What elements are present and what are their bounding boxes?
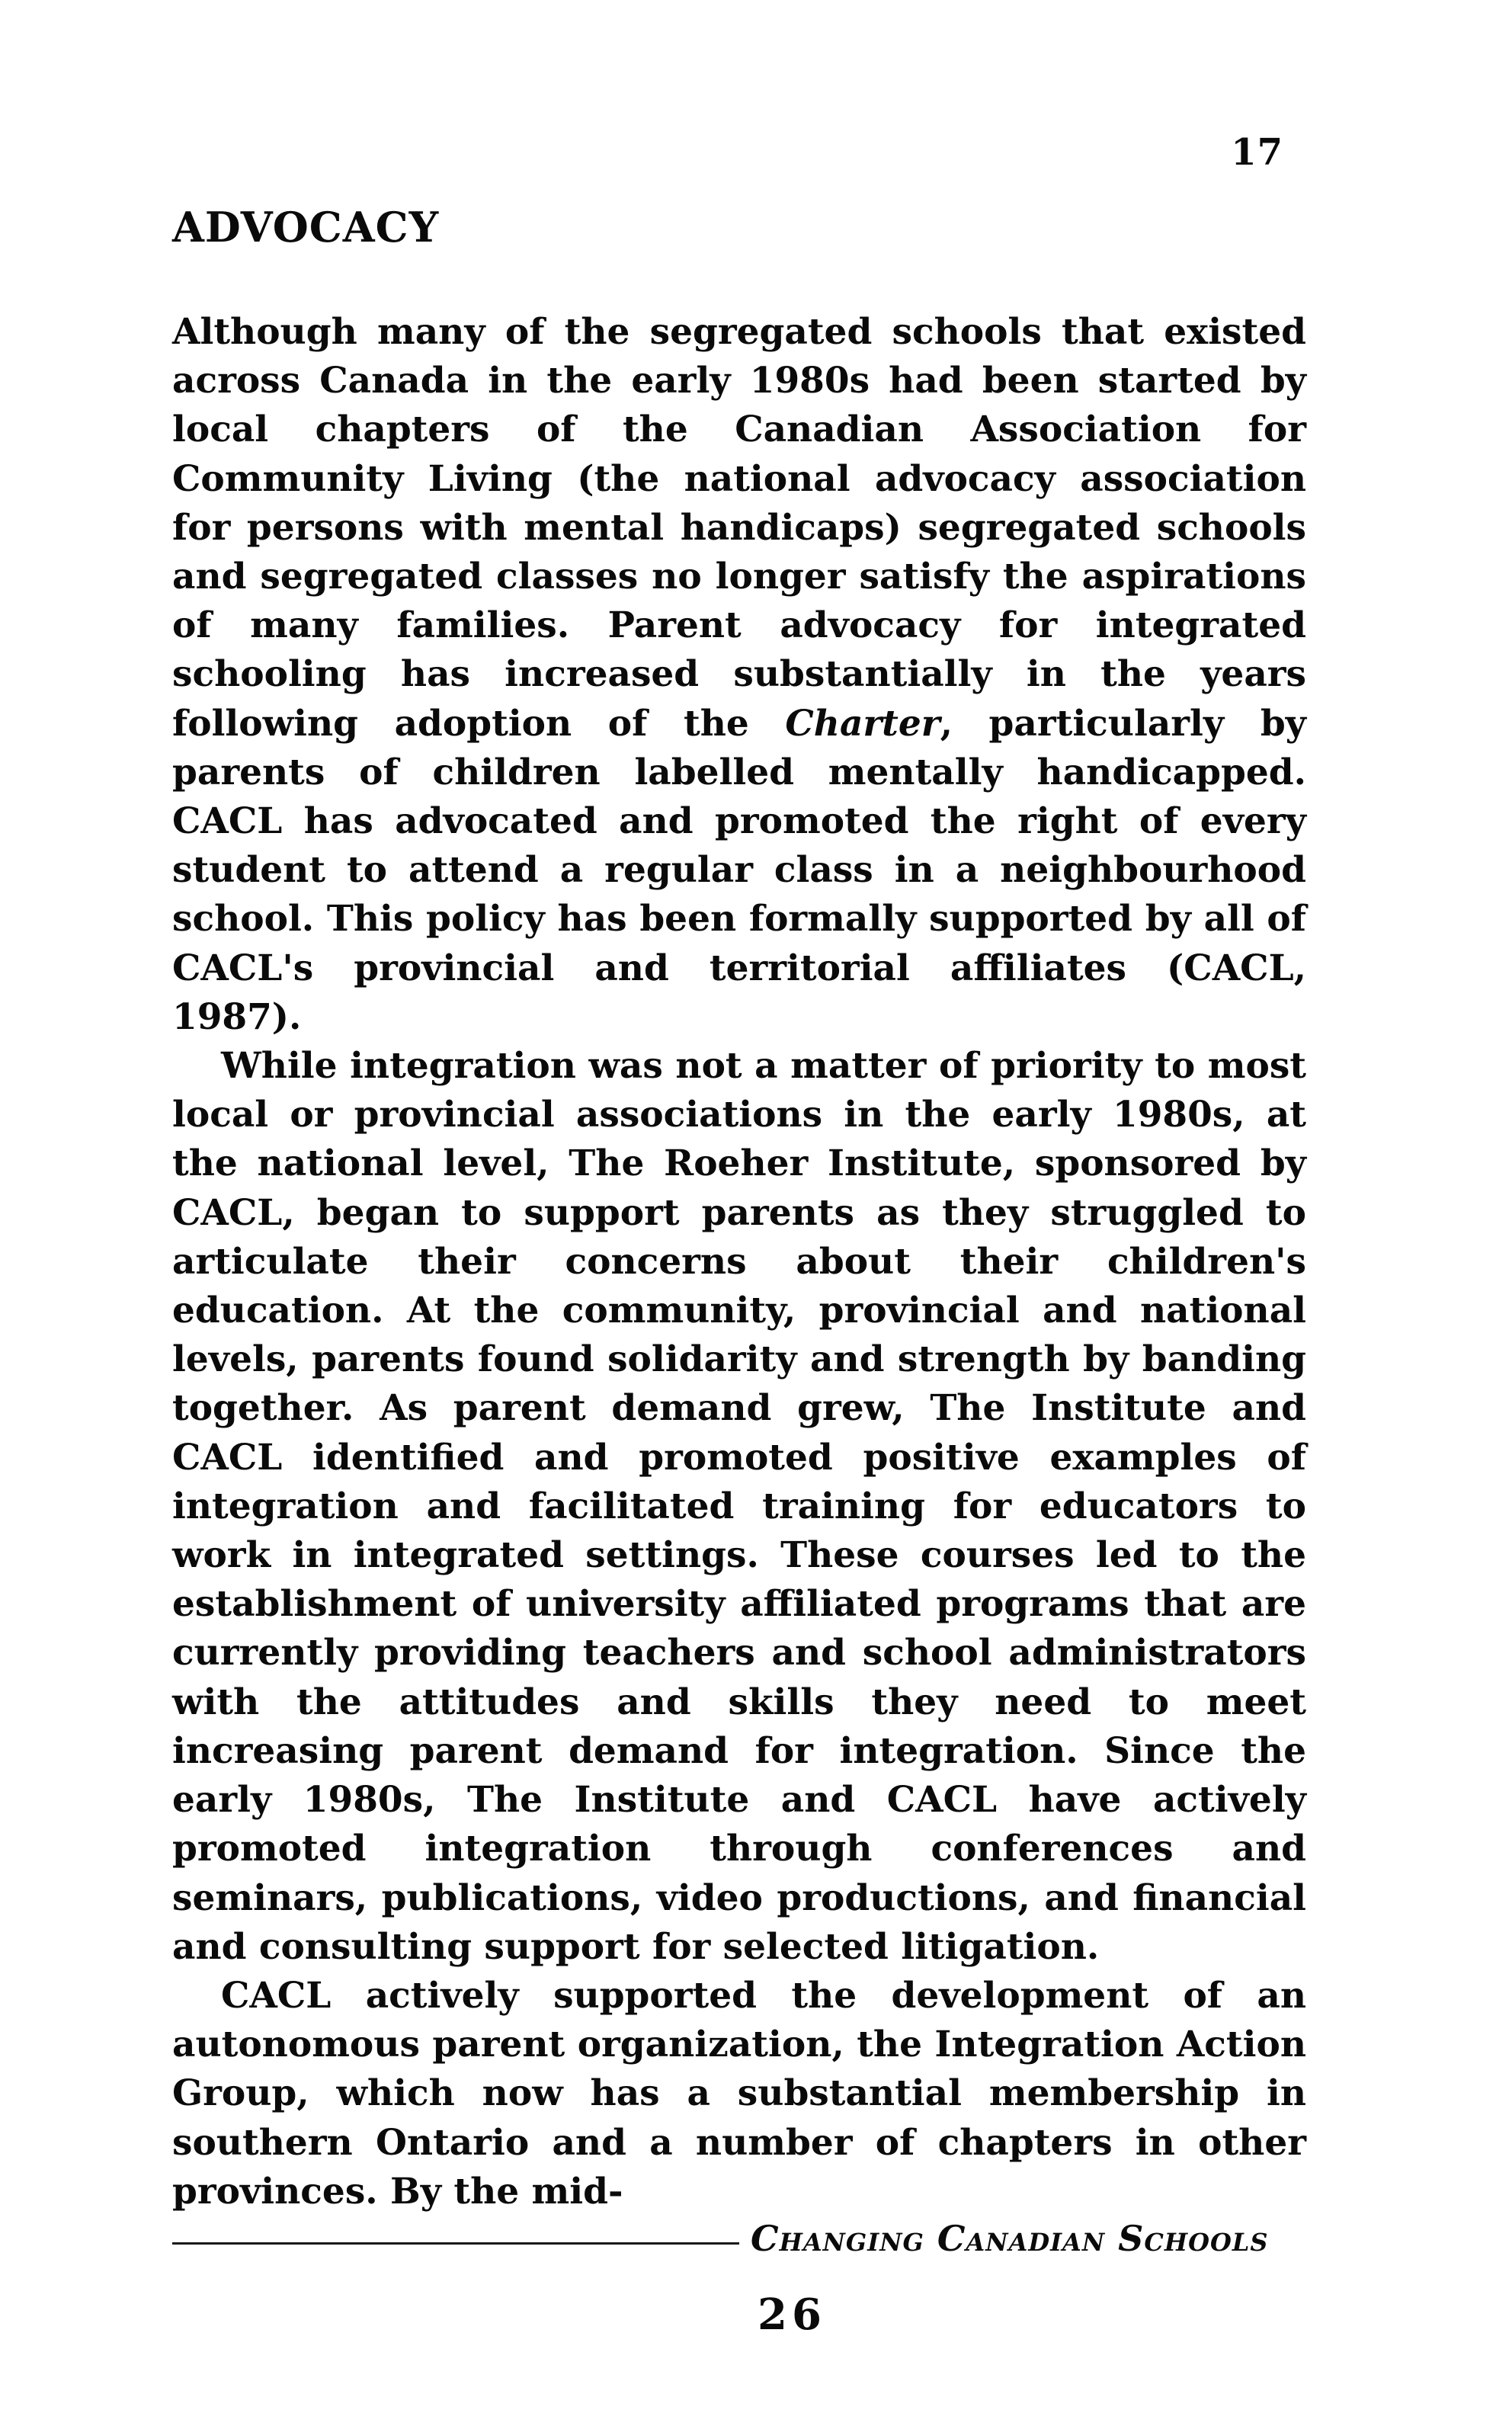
paragraph-3: CACL actively supported the development of an autonomous parent organization, the Integration Action Group, which now has a substantial membership in southern Ontario and a number of chapters in other provinces. By the mid- bbox=[172, 1974, 1306, 2213]
footer-rule bbox=[172, 2242, 739, 2245]
charter-emphasis: Charter bbox=[785, 702, 940, 745]
paragraph-1 bbox=[172, 308, 1306, 1042]
running-footer-title: Changing Canadian Schools bbox=[751, 2218, 1269, 2259]
body-text bbox=[172, 308, 1306, 2216]
paragraph-1-start: Although many of the segregated schools that existed across Canada in the early 1980s had been started by local chapters of the Canadian Association for Community Living (the national advocacy association for persons with mental handicaps) segregated schools and segregated classes no longer satisfy the aspirations of many families. Parent advocacy for integrated schooling has increased substantially in the years following adoption of the bbox=[172, 311, 1306, 745]
paragraph-2: While integration was not a matter of priority to most local or provincial associations in the early 1980s, at the national level, The Roeher Institute, sponsored by CACL, began to support parents as they struggled to articulate their concerns about their children's education. At the community, provincial and national levels, parents found solidarity and strength by banding together. As parent demand grew, The Institute and CACL identified and promoted positive examples of integration and facilitated training for educators to work in integrated settings. These courses led to the establishment of university affiliated programs that are currently providing teachers and school administrators with the attitudes and skills they need to meet increasing parent demand for integration. Since the early 1980s, The Institute and CACL have actively promoted integration through conferences and seminars, publications, video productions, and financial and consulting support for selected litigation. bbox=[172, 1045, 1306, 1968]
page-number: 17 bbox=[1231, 131, 1283, 174]
folio-mark: 26 bbox=[758, 2290, 826, 2340]
section-heading: ADVOCACY bbox=[172, 203, 440, 252]
paragraph-1-end: , particularly by parents of children labelled mentally handicapped. CACL has advocated and promoted the right of every student to attend a regular class in a neighbourhood school. This policy has been formally supported by all of CACL's provincial and territorial affiliates (CACL, 1987). bbox=[172, 702, 1306, 1038]
